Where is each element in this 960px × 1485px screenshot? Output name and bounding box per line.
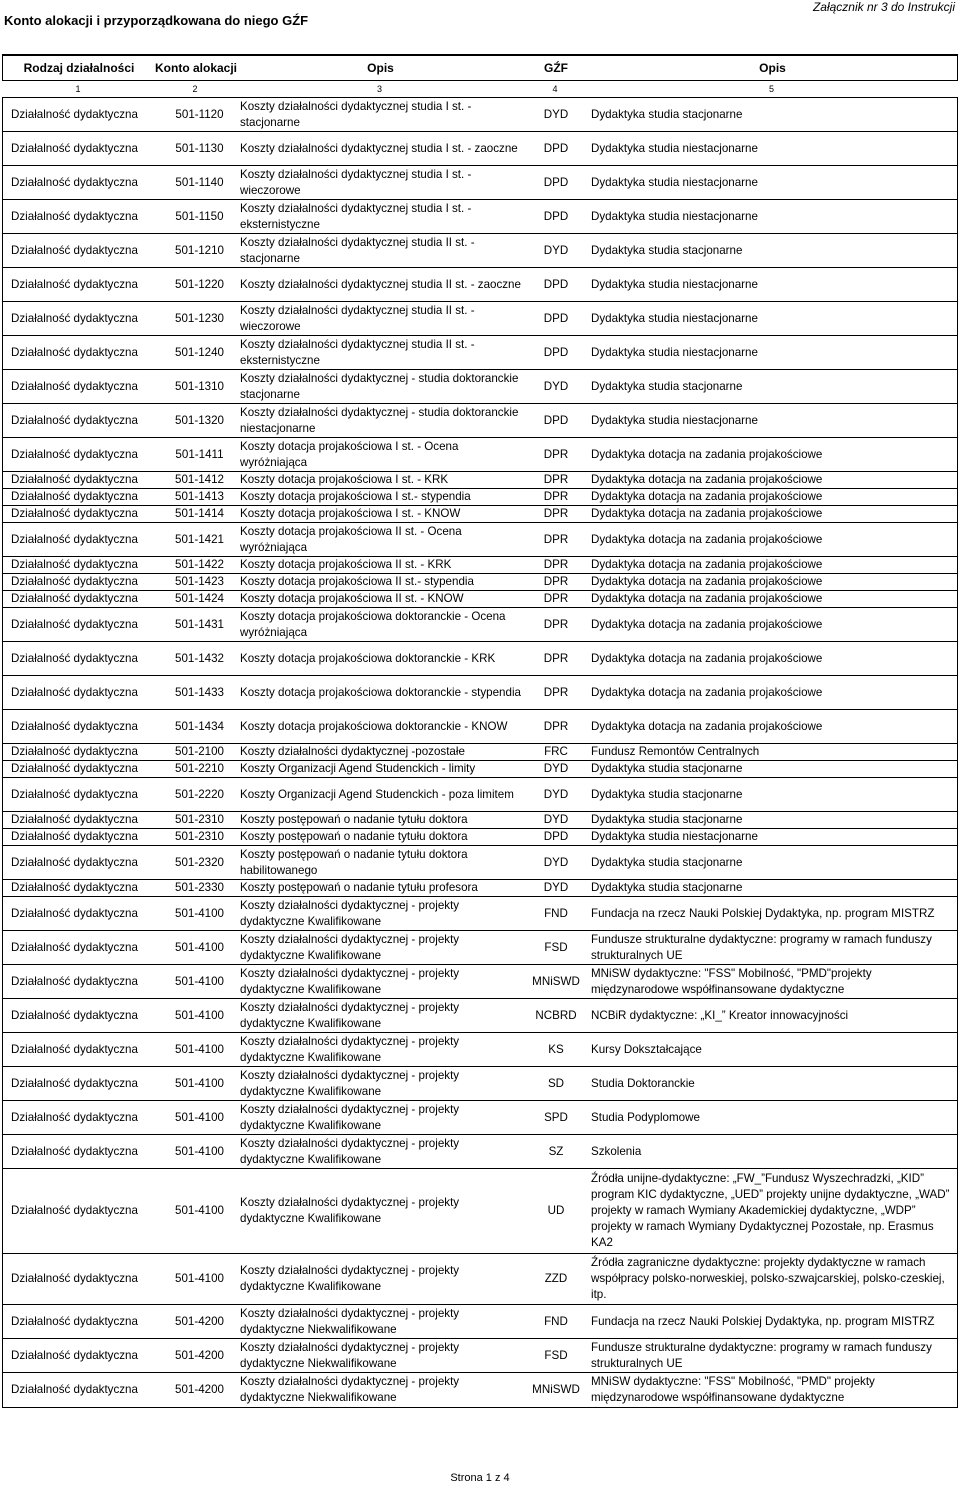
cell-rodzaj: Działalność dydaktyczna xyxy=(11,685,138,699)
cell-konto: 501-1220 xyxy=(175,277,224,291)
table-row xyxy=(3,676,957,710)
cell-opis2: Dydaktyka dotacja na zadania projakościowe xyxy=(591,719,823,733)
cell-rodzaj: Działalność dydaktyczna xyxy=(11,558,138,571)
cell-gzf: DPD xyxy=(543,413,569,427)
cell-opis: Koszty dotacja projakościowa I st. - KRK xyxy=(240,473,449,486)
cell-konto: 501-4100 xyxy=(175,974,224,988)
cell-konto: 501-1424 xyxy=(175,592,224,605)
cell-konto: 501-1130 xyxy=(175,141,224,155)
cell-opis2: Dydaktyka dotacja na zadania projakościowe xyxy=(591,617,823,631)
page-number: Strona 1 z 4 xyxy=(450,1472,510,1484)
table-row xyxy=(3,778,957,812)
cell-gzf: DPR xyxy=(543,532,569,546)
cell-rodzaj: Działalność dydaktyczna xyxy=(11,906,138,920)
cell-opis2: Źródła unijne-dydaktyczne: „FW_”Fundusz Wyszechradzki, „KID” program KIC dydaktyczne, „UED” projekty unijne dydaktyczne, „WAD” projekty w ramach Wymiany Akademickiej dydaktyczne, „WDP” projekty w ramach Wymiany Dydaktycznej Pozostałe, np. Erasmus KA2 xyxy=(591,1172,950,1249)
cell-opis2: Dydaktyka studia stacjonarne xyxy=(591,881,743,894)
table-row xyxy=(3,829,957,846)
table-row xyxy=(3,523,957,557)
cell-rodzaj: Działalność dydaktyczna xyxy=(11,277,138,291)
cell-opis: Koszty dotacja projakościowa doktoranckie - stypendia xyxy=(240,685,521,699)
cell-opis2: Fundusze strukturalne dydaktyczne: programy w ramach funduszy strukturalnych UE xyxy=(591,1340,932,1370)
cell-opis: Koszty działalności dydaktycznej - projekty dydaktyczne Kwalifikowane xyxy=(240,898,460,928)
cell-rodzaj: Działalność dydaktyczna xyxy=(11,490,138,503)
appendix-label: Załącznik nr 3 do Instrukcji xyxy=(812,0,955,14)
cell-opis2: Dydaktyka studia stacjonarne xyxy=(591,855,743,869)
cell-opis: Koszty działalności dydaktycznej - projekty dydaktyczne Kwalifikowane xyxy=(240,1196,460,1225)
cell-konto: 501-1413 xyxy=(175,490,224,503)
column-number: 2 xyxy=(192,84,198,94)
cell-opis: Koszty działalności dydaktycznej - projekty dydaktyczne Kwalifikowane xyxy=(240,1136,460,1166)
cell-rodzaj: Działalność dydaktyczna xyxy=(11,413,138,427)
table-row xyxy=(3,608,957,642)
cell-opis: Koszty dotacja projakościowa I st. - KNOW xyxy=(240,507,461,520)
cell-opis: Koszty dotacja projakościowa doktoranckie - KRK xyxy=(240,651,496,665)
cell-opis2: Dydaktyka dotacja na zadania projakościowe xyxy=(591,473,823,486)
cell-opis: Koszty postępowań o nadanie tytułu doktora xyxy=(240,813,468,826)
cell-konto: 501-1433 xyxy=(175,685,224,699)
cell-gzf: DYD xyxy=(543,813,569,826)
cell-opis2: Dydaktyka studia stacjonarne xyxy=(591,379,743,393)
table-row xyxy=(3,506,957,523)
cell-gzf: DPR xyxy=(543,617,569,631)
table-row xyxy=(3,1101,957,1135)
cell-rodzaj: Działalność dydaktyczna xyxy=(11,813,138,826)
cell-opis2: Dydaktyka dotacja na zadania projakościowe xyxy=(591,532,823,546)
cell-opis: Koszty działalności dydaktycznej - projekty dydaktyczne Kwalifikowane xyxy=(240,1264,460,1293)
cell-konto: 501-1240 xyxy=(175,345,224,359)
cell-opis2: MNiSW dydaktyczne: "FSS" Mobilność, "PMD" projekty międzynarodowe współfinansowane dydaktyczne xyxy=(591,1375,875,1404)
header-konto: Konto alokacji xyxy=(155,61,238,75)
cell-opis: Koszty działalności dydaktycznej - projekty dydaktyczne Kwalifikowane xyxy=(240,932,460,962)
cell-rodzaj: Działalność dydaktyczna xyxy=(11,787,138,801)
cell-opis2: Szkolenia xyxy=(591,1144,642,1158)
cell-konto: 501-2310 xyxy=(175,813,224,826)
table-row xyxy=(3,999,957,1033)
cell-rodzaj: Działalność dydaktyczna xyxy=(11,1076,138,1090)
cell-rodzaj: Działalność dydaktyczna xyxy=(11,940,138,954)
header-opis2: Opis xyxy=(759,61,786,75)
cell-rodzaj: Działalność dydaktyczna xyxy=(11,1348,138,1362)
cell-rodzaj: Działalność dydaktyczna xyxy=(11,473,138,486)
table-row xyxy=(3,336,957,370)
column-number: 4 xyxy=(552,84,558,94)
cell-gzf: DPR xyxy=(543,592,569,605)
cell-gzf: SD xyxy=(547,1076,565,1090)
cell-rodzaj: Działalność dydaktyczna xyxy=(11,447,138,461)
cell-opis2: Dydaktyka studia niestacjonarne xyxy=(591,345,758,359)
table-row xyxy=(3,98,957,132)
cell-opis: Koszty postępowań o nadanie tytułu doktora habilitowanego xyxy=(240,847,468,877)
column-number: 1 xyxy=(75,84,81,94)
cell-opis2: Dydaktyka dotacja na zadania projakościowe xyxy=(591,651,823,665)
cell-opis2: Dydaktyka dotacja na zadania projakościowe xyxy=(591,507,823,520)
table-row xyxy=(3,931,957,965)
cell-rodzaj: Działalność dydaktyczna xyxy=(11,345,138,359)
cell-rodzaj: Działalność dydaktyczna xyxy=(11,141,138,155)
cell-rodzaj: Działalność dydaktyczna xyxy=(11,507,138,520)
cell-opis2: Dydaktyka studia niestacjonarne xyxy=(591,413,758,427)
cell-opis2: Dydaktyka dotacja na zadania projakościowe xyxy=(591,490,823,503)
cell-opis: Koszty działalności dydaktycznej -pozostałe xyxy=(240,745,465,758)
cell-rodzaj: Działalność dydaktyczna xyxy=(11,379,138,393)
cell-rodzaj: Działalność dydaktyczna xyxy=(11,311,138,325)
cell-rodzaj: Działalność dydaktyczna xyxy=(11,1042,138,1056)
cell-rodzaj: Działalność dydaktyczna xyxy=(11,617,138,631)
cell-rodzaj: Działalność dydaktyczna xyxy=(11,1110,138,1124)
cell-gzf: DPR xyxy=(543,507,569,520)
cell-gzf: DPR xyxy=(543,685,569,699)
cell-rodzaj: Działalność dydaktyczna xyxy=(11,1144,138,1158)
cell-opis2: Dydaktyka dotacja na zadania projakościowe xyxy=(591,575,823,588)
cell-rodzaj: Działalność dydaktyczna xyxy=(11,1383,138,1396)
cell-opis: Koszty działalności dydaktycznej studia II st. - zaoczne xyxy=(240,277,521,291)
cell-opis: Koszty dotacja projakościowa doktoranckie - Ocena wyróżniająca xyxy=(240,609,506,639)
cell-rodzaj: Działalność dydaktyczna xyxy=(11,1204,138,1217)
cell-opis2: Dydaktyka studia niestacjonarne xyxy=(591,311,758,325)
cell-konto: 501-1310 xyxy=(175,379,224,393)
cell-konto: 501-4100 xyxy=(175,940,224,954)
table-row xyxy=(3,302,957,336)
cell-gzf: NCBRD xyxy=(535,1008,577,1022)
cell-gzf: DPD xyxy=(543,141,569,155)
cell-opis2: Studia Podyplomowe xyxy=(591,1110,700,1124)
cell-konto: 501-4200 xyxy=(175,1383,224,1396)
cell-rodzaj: Działalność dydaktyczna xyxy=(11,107,138,121)
table-body xyxy=(2,97,958,1408)
cell-opis2: Dydaktyka studia stacjonarne xyxy=(591,787,743,801)
table-row xyxy=(3,489,957,506)
cell-rodzaj: Działalność dydaktyczna xyxy=(11,243,138,257)
cell-gzf: DPD xyxy=(543,209,569,223)
cell-konto: 501-1422 xyxy=(175,558,224,571)
cell-gzf: DPR xyxy=(543,490,569,503)
cell-konto: 501-1421 xyxy=(175,532,224,546)
table-row xyxy=(3,472,957,489)
cell-opis2: Dydaktyka dotacja na zadania projakościowe xyxy=(591,592,823,605)
cell-opis2: Kursy Dokształcające xyxy=(591,1042,702,1056)
table-header xyxy=(2,54,958,81)
cell-opis: Koszty dotacja projakościowa II st.- stypendia xyxy=(240,575,474,588)
table-row xyxy=(3,268,957,302)
cell-rodzaj: Działalność dydaktyczna xyxy=(11,575,138,588)
cell-konto: 501-1423 xyxy=(175,575,224,588)
cell-rodzaj: Działalność dydaktyczna xyxy=(11,719,138,733)
cell-opis2: Dydaktyka dotacja na zadania projakościowe xyxy=(591,685,823,699)
cell-gzf: FND xyxy=(544,1314,568,1328)
table-row xyxy=(3,1169,957,1254)
table-row xyxy=(3,1135,957,1169)
cell-gzf: SZ xyxy=(548,1144,564,1158)
cell-opis: Koszty działalności dydaktycznej - projekty dydaktyczne Niekwalifikowane xyxy=(240,1306,460,1336)
cell-konto: 501-4200 xyxy=(175,1348,224,1362)
cell-konto: 501-1320 xyxy=(175,413,224,427)
table-row xyxy=(3,1373,957,1407)
cell-rodzaj: Działalność dydaktyczna xyxy=(11,1272,138,1285)
cell-rodzaj: Działalność dydaktyczna xyxy=(11,1008,138,1022)
cell-opis: Koszty dotacja projakościowa II st. - KNOW xyxy=(240,592,464,605)
cell-konto: 501-4100 xyxy=(175,1042,224,1056)
table-row xyxy=(3,438,957,472)
cell-gzf: DYD xyxy=(543,379,569,393)
cell-opis: Koszty działalności dydaktycznej studia I st. - wieczorowe xyxy=(240,167,472,197)
cell-konto: 501-4100 xyxy=(175,1008,224,1022)
cell-opis: Koszty dotacja projakościowa doktoranckie - KNOW xyxy=(240,719,508,733)
cell-rodzaj: Działalność dydaktyczna xyxy=(11,855,138,869)
column-number: 3 xyxy=(376,84,382,94)
table-row xyxy=(3,897,957,931)
cell-opis: Koszty działalności dydaktycznej - projekty dydaktyczne Niekwalifikowane xyxy=(240,1340,460,1370)
cell-opis: Koszty działalności dydaktycznej - studia doktoranckie stacjonarne xyxy=(240,371,519,401)
cell-konto: 501-1140 xyxy=(175,175,224,189)
cell-gzf: MNiSWD xyxy=(532,974,580,988)
cell-konto: 501-2100 xyxy=(175,745,224,758)
cell-konto: 501-4100 xyxy=(175,1272,224,1285)
cell-opis2: Dydaktyka studia stacjonarne xyxy=(591,762,743,775)
table-row xyxy=(3,404,957,438)
cell-opis: Koszty działalności dydaktycznej - projekty dydaktyczne Kwalifikowane xyxy=(240,1102,460,1132)
cell-opis2: Dydaktyka studia stacjonarne xyxy=(591,243,743,257)
header-opis: Opis xyxy=(367,61,394,75)
cell-konto: 501-1414 xyxy=(175,507,224,520)
cell-opis2: Dydaktyka studia niestacjonarne xyxy=(591,141,758,155)
cell-gzf: DPR xyxy=(543,473,569,486)
table-row xyxy=(3,200,957,234)
cell-rodzaj: Działalność dydaktyczna xyxy=(11,762,138,775)
cell-opis: Koszty działalności dydaktycznej studia II st. - stacjonarne xyxy=(240,235,475,265)
table-row xyxy=(3,965,957,999)
cell-konto: 501-2320 xyxy=(175,855,224,869)
table-row xyxy=(3,1305,957,1339)
cell-opis2: Dydaktyka studia niestacjonarne xyxy=(591,830,758,843)
table-row xyxy=(3,1254,957,1305)
table-row xyxy=(3,880,957,897)
table-row xyxy=(3,591,957,608)
table-row xyxy=(3,1033,957,1067)
cell-gzf: ZZD xyxy=(544,1272,568,1285)
cell-konto: 501-4100 xyxy=(175,1204,224,1217)
cell-opis2: NCBiR dydaktyczne: „KI_” Kreator innowacyjności xyxy=(591,1008,849,1022)
header-rodzaj: Rodzaj działalności xyxy=(23,61,135,75)
cell-konto: 501-1431 xyxy=(175,617,224,631)
cell-gzf: FRC xyxy=(544,745,568,758)
cell-rodzaj: Działalność dydaktyczna xyxy=(11,881,138,894)
cell-opis2: Studia Doktoranckie xyxy=(591,1076,695,1090)
cell-konto: 501-1434 xyxy=(175,719,224,733)
cell-opis: Koszty działalności dydaktycznej studia I st. - eksternistyczne xyxy=(240,201,472,231)
cell-opis: Koszty dotacja projakościowa II st. - Ocena wyróżniająca xyxy=(240,524,462,554)
cell-rodzaj: Działalność dydaktyczna xyxy=(11,651,138,665)
table-row xyxy=(3,557,957,574)
cell-rodzaj: Działalność dydaktyczna xyxy=(11,745,138,758)
cell-opis2: Fundusz Remontów Centralnych xyxy=(591,745,760,758)
cell-gzf: DYD xyxy=(543,243,569,257)
cell-gzf: DPR xyxy=(543,558,569,571)
cell-konto: 501-1150 xyxy=(175,209,224,223)
cell-opis: Koszty działalności dydaktycznej - projekty dydaktyczne Kwalifikowane xyxy=(240,1000,460,1030)
cell-rodzaj: Działalność dydaktyczna xyxy=(11,974,138,988)
cell-konto: 501-4100 xyxy=(175,1110,224,1124)
cell-konto: 501-1412 xyxy=(175,473,224,486)
cell-gzf: DPR xyxy=(543,447,569,461)
table-row xyxy=(3,234,957,268)
cell-konto: 501-2220 xyxy=(175,787,224,801)
table-row xyxy=(3,812,957,829)
cell-opis: Koszty postępowań o nadanie tytułu profesora xyxy=(240,881,478,894)
cell-konto: 501-2210 xyxy=(175,762,224,775)
cell-gzf: DPR xyxy=(543,651,569,665)
cell-opis: Koszty Organizacji Agend Studenckich - poza limitem xyxy=(240,787,514,801)
header-gzf: GŹF xyxy=(544,61,568,75)
table-row xyxy=(3,846,957,880)
cell-konto: 501-1230 xyxy=(175,311,224,325)
cell-opis: Koszty działalności dydaktycznej - projekty dydaktyczne Kwalifikowane xyxy=(240,1034,460,1064)
cell-opis2: Dydaktyka dotacja na zadania projakościowe xyxy=(591,558,823,571)
cell-rodzaj: Działalność dydaktyczna xyxy=(11,532,138,546)
cell-konto: 501-2310 xyxy=(175,830,224,843)
cell-rodzaj: Działalność dydaktyczna xyxy=(11,592,138,605)
table-row xyxy=(3,642,957,676)
cell-opis: Koszty działalności dydaktycznej - projekty dydaktyczne Kwalifikowane xyxy=(240,966,460,996)
cell-opis: Koszty działalności dydaktycznej - projekty dydaktyczne Kwalifikowane xyxy=(240,1068,460,1098)
cell-opis2: Dydaktyka studia niestacjonarne xyxy=(591,209,758,223)
cell-gzf: FSD xyxy=(544,940,568,954)
cell-gzf: DPD xyxy=(543,311,569,325)
cell-opis2: Fundusze strukturalne dydaktyczne: programy w ramach funduszy strukturalnych UE xyxy=(591,932,932,962)
cell-gzf: FND xyxy=(544,906,568,920)
column-number: 5 xyxy=(768,84,774,94)
table-row xyxy=(3,1339,957,1373)
table-row xyxy=(3,744,957,761)
table-row xyxy=(3,166,957,200)
cell-gzf: SPD xyxy=(544,1110,568,1124)
cell-gzf: DYD xyxy=(543,881,569,894)
cell-konto: 501-4100 xyxy=(175,1076,224,1090)
cell-gzf: DYD xyxy=(543,107,569,121)
cell-gzf: UD xyxy=(547,1204,565,1217)
cell-rodzaj: Działalność dydaktyczna xyxy=(11,209,138,223)
cell-opis: Koszty postępowań o nadanie tytułu doktora xyxy=(240,830,468,843)
cell-rodzaj: Działalność dydaktyczna xyxy=(11,175,138,189)
cell-konto: 501-4100 xyxy=(175,1144,224,1158)
cell-opis: Koszty działalności dydaktycznej studia II st. - wieczorowe xyxy=(240,303,475,333)
cell-rodzaj: Działalność dydaktyczna xyxy=(11,1314,138,1328)
cell-opis2: Dydaktyka studia stacjonarne xyxy=(591,107,743,121)
cell-gzf: DPD xyxy=(543,175,569,189)
table-row xyxy=(3,710,957,744)
cell-konto: 501-1432 xyxy=(175,651,224,665)
table-row xyxy=(3,132,957,166)
table-row xyxy=(3,370,957,404)
cell-gzf: DPR xyxy=(543,719,569,733)
cell-opis: Koszty działalności dydaktycznej - projekty dydaktyczne Niekwalifikowane xyxy=(240,1375,460,1404)
cell-konto: 501-2330 xyxy=(175,881,224,894)
cell-opis: Koszty dotacja projakościowa II st. - KRK xyxy=(240,558,452,571)
cell-gzf: FSD xyxy=(544,1348,568,1362)
cell-opis: Koszty działalności dydaktycznej studia I st. - stacjonarne xyxy=(240,99,472,129)
cell-rodzaj: Działalność dydaktyczna xyxy=(11,830,138,843)
cell-opis: Koszty działalności dydaktycznej studia II st. - eksternistyczne xyxy=(240,337,475,367)
cell-opis: Koszty działalności dydaktycznej studia I st. - zaoczne xyxy=(240,141,518,155)
cell-opis2: MNiSW dydaktyczne: "FSS" Mobilność, "PMD"projekty międzynarodowe współfinansowane dydaktyczne xyxy=(591,966,872,996)
cell-konto: 501-4100 xyxy=(175,906,224,920)
document-title: Konto alokacji i przyporządkowana do niego GŹF xyxy=(4,13,309,28)
cell-opis2: Dydaktyka studia niestacjonarne xyxy=(591,277,758,291)
cell-opis: Koszty działalności dydaktycznej - studia doktoranckie niestacjonarne xyxy=(240,405,519,435)
table-row xyxy=(3,574,957,591)
cell-opis: Koszty dotacja projakościowa I st. - Ocena wyróżniająca xyxy=(240,439,459,469)
cell-konto: 501-4200 xyxy=(175,1314,224,1328)
cell-konto: 501-1210 xyxy=(175,243,224,257)
cell-gzf: DYD xyxy=(543,787,569,801)
cell-gzf: MNiSWD xyxy=(532,1383,580,1396)
cell-gzf: DPD xyxy=(543,277,569,291)
column-numbers xyxy=(2,82,956,96)
cell-gzf: DPD xyxy=(543,345,569,359)
cell-gzf: DYD xyxy=(543,762,569,775)
cell-opis2: Dydaktyka studia stacjonarne xyxy=(591,813,743,826)
cell-opis: Koszty Organizacji Agend Studenckich - limity xyxy=(240,762,476,775)
table-row xyxy=(3,1067,957,1101)
cell-opis2: Dydaktyka dotacja na zadania projakościowe xyxy=(591,447,823,461)
cell-opis: Koszty dotacja projakościowa I st.- stypendia xyxy=(240,490,471,503)
table-row xyxy=(3,761,957,778)
cell-opis2: Fundacja na rzecz Nauki Polskiej Dydaktyka, np. program MISTRZ xyxy=(591,1314,935,1328)
cell-konto: 501-1120 xyxy=(175,107,224,121)
cell-opis2: Źródła zagraniczne dydaktyczne: projekty dydaktyczne w ramach współpracy polsko-norweskiej, polsko-szwajcarskiej, polsko-czeskiej, itp. xyxy=(591,1256,945,1301)
cell-gzf: KS xyxy=(548,1042,564,1056)
cell-konto: 501-1411 xyxy=(175,447,224,461)
cell-gzf: DPD xyxy=(543,830,569,843)
cell-gzf: DYD xyxy=(543,855,569,869)
cell-opis2: Dydaktyka studia niestacjonarne xyxy=(591,175,758,189)
cell-opis2: Fundacja na rzecz Nauki Polskiej Dydaktyka, np. program MISTRZ xyxy=(591,906,935,920)
cell-gzf: DPR xyxy=(543,575,569,588)
